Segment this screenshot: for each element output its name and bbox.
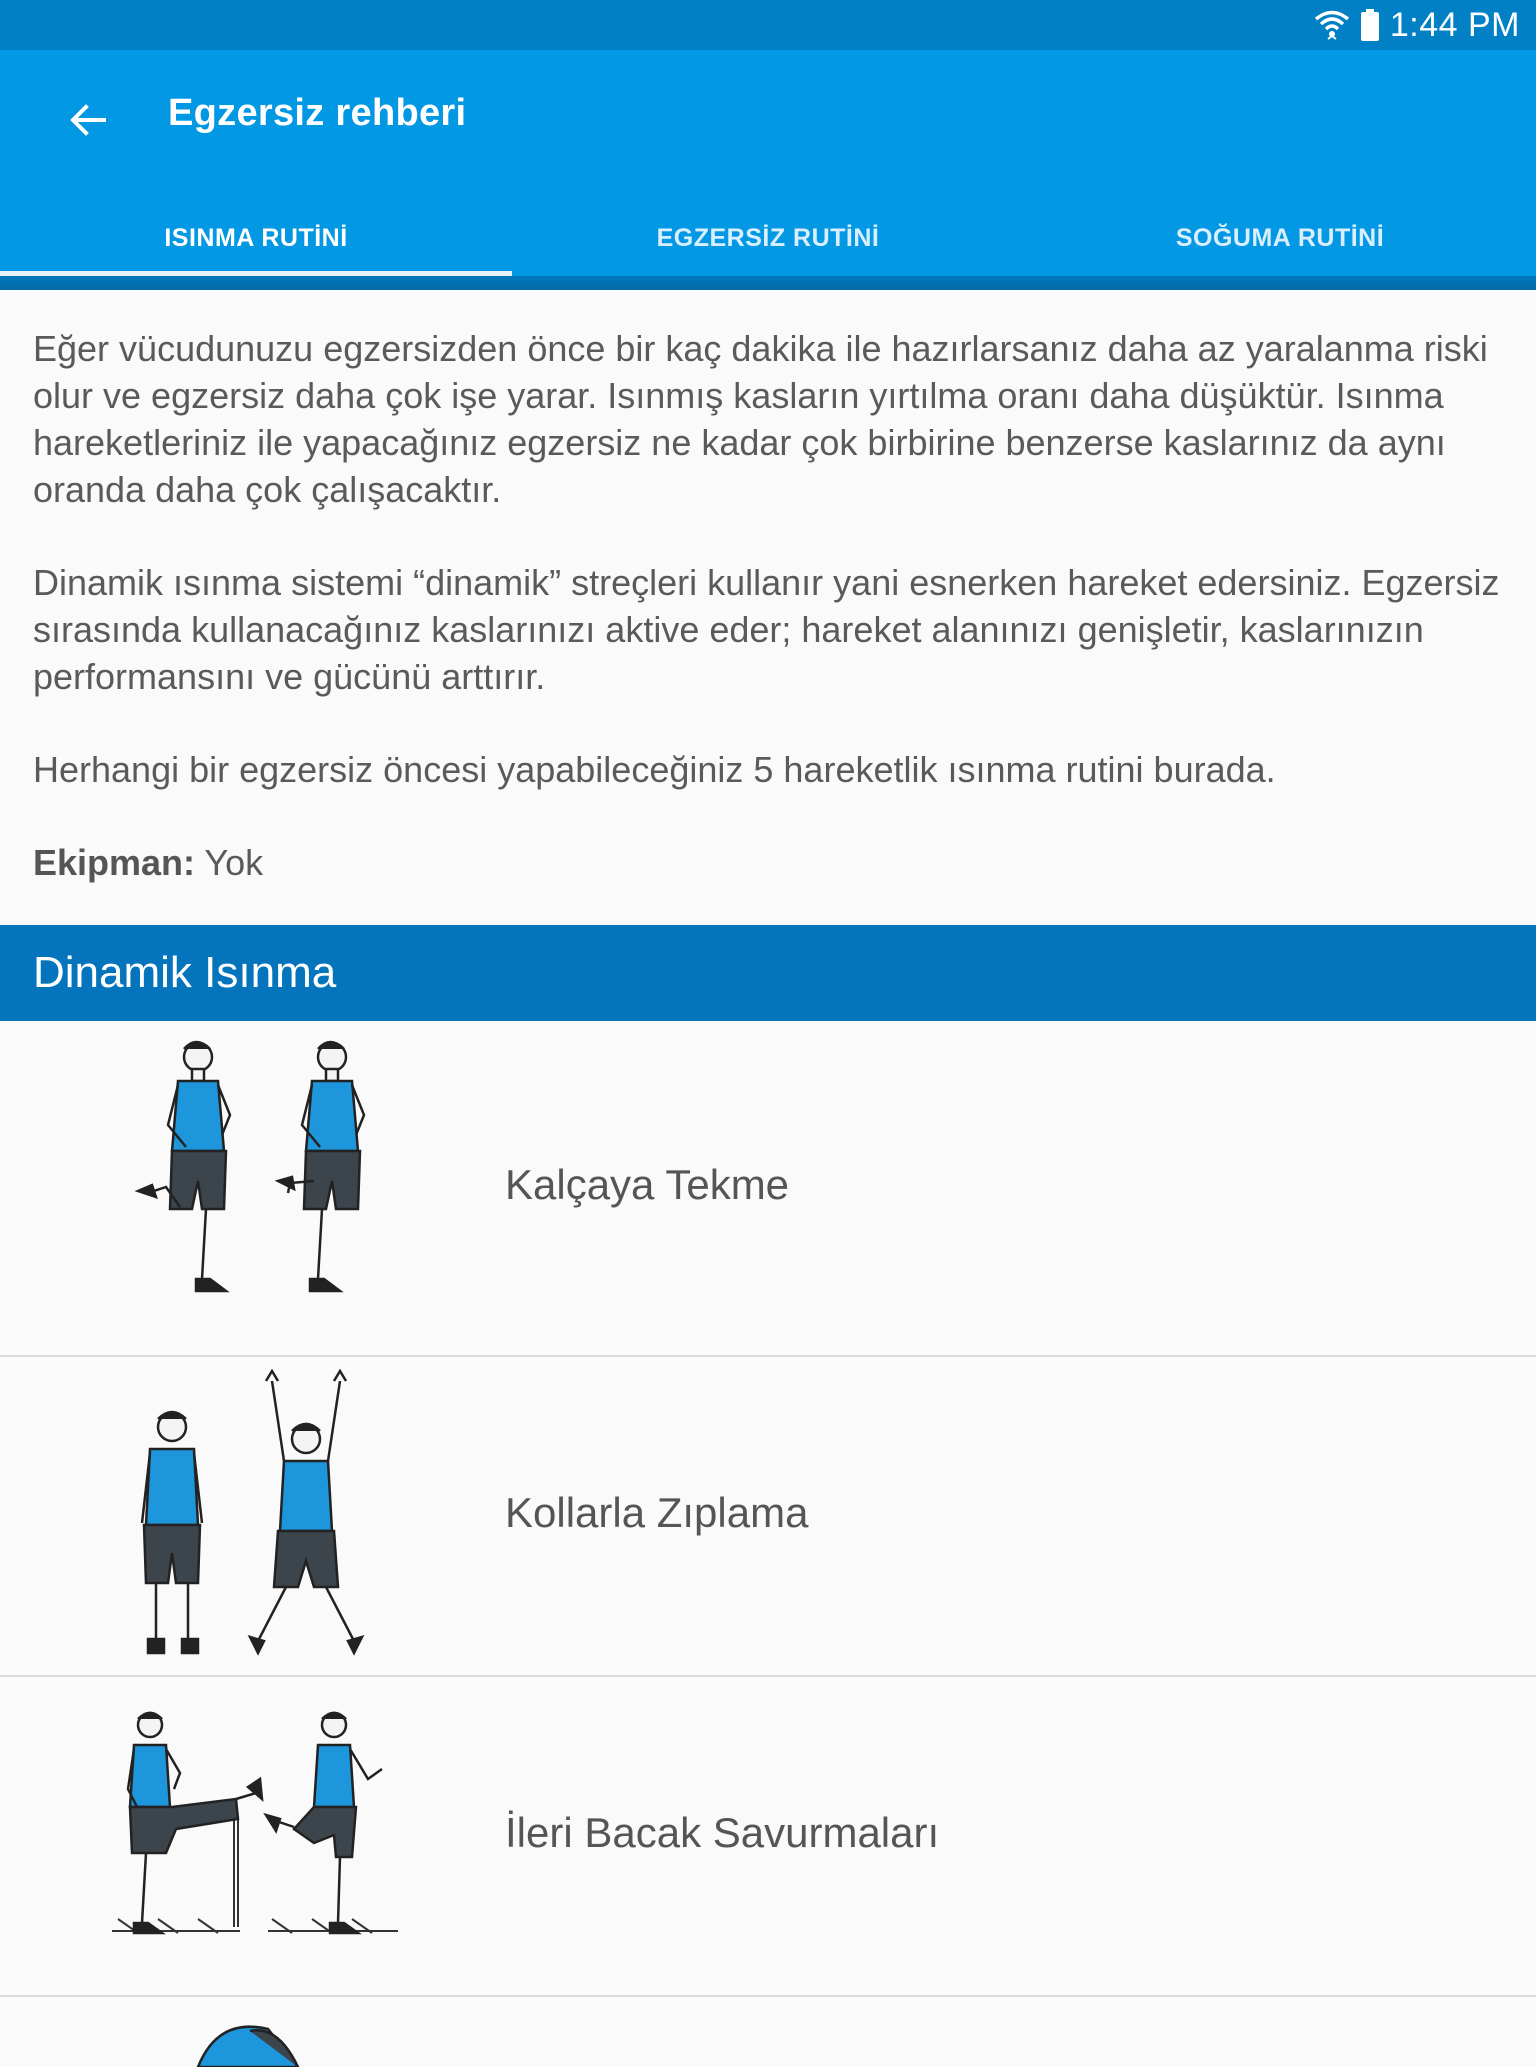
tab-warmup[interactable]: ISINMA RUTİNİ	[0, 200, 512, 276]
exercise-illustration-partial	[100, 2007, 420, 2067]
intro-paragraph-1: Eğer vücudunuzu egzersizden önce bir kaç dakika ile hazırlarsanız daha az yaralanma riski olur ve egzersiz daha çok işe yarar. Isınmış kasların yırtılma oranı daha düşüktür. Isınma hareketleriniz ile yapacağınız egzersiz ne kadar çok birbirine benzerse kaslarınız da aynı oranda daha çok çalışacaktır.	[33, 328, 1488, 510]
back-button[interactable]	[56, 88, 120, 152]
equipment-label: Ekipman:	[33, 842, 196, 883]
battery-icon	[1360, 8, 1380, 42]
tab-cooldown[interactable]: SOĞUMA RUTİNİ	[1175, 223, 1385, 252]
app-bar	[0, 50, 1536, 276]
status-time: 1:44 PM	[1389, 5, 1520, 44]
butt-kick-illustration	[100, 1031, 420, 1331]
equipment-value: Yok	[204, 842, 264, 883]
exercise-name: İleri Bacak Savurmaları	[505, 1809, 940, 1856]
wifi-icon	[1314, 8, 1350, 42]
tab-bar	[0, 200, 1536, 276]
list-item[interactable]	[0, 1021, 1536, 1357]
equipment-line	[33, 839, 1513, 886]
app-bar-divider	[0, 276, 1536, 290]
intro-paragraph-2: Dinamik ısınma sistemi “dinamik” streçleri kullanır yani esnerken hareket edersiniz. Egzersiz sırasında kullanacağınız kaslarınızı aktive eder; hareket alanınızı genişletir, kaslarınızın performansını ve gücünü arttırır.	[33, 562, 1500, 697]
exercise-name: Kollarla Zıplama	[505, 1489, 809, 1536]
arrow-left-icon	[70, 104, 106, 136]
list-item[interactable]	[0, 1357, 1536, 1677]
intro-paragraph-3: Herhangi bir egzersiz öncesi yapabileceğiniz 5 hareketlik ısınma rutini burada.	[33, 749, 1276, 790]
exercise-list	[0, 1021, 1536, 2057]
status-icons	[1314, 0, 1520, 50]
section-title: Dinamik Isınma	[33, 948, 337, 997]
exercise-name: Kalçaya Tekme	[505, 1161, 790, 1208]
list-item[interactable]	[0, 1997, 1536, 2057]
page-title: Egzersiz rehberi	[168, 92, 467, 134]
jumping-jacks-illustration	[100, 1367, 420, 1667]
list-item[interactable]	[0, 1677, 1536, 1997]
intro-text	[33, 325, 1513, 886]
status-bar	[0, 0, 1536, 50]
section-header	[0, 925, 1536, 1021]
leg-swings-illustration	[100, 1687, 420, 1987]
tab-exercise[interactable]: EGZERSİZ RUTİNİ	[656, 223, 880, 252]
